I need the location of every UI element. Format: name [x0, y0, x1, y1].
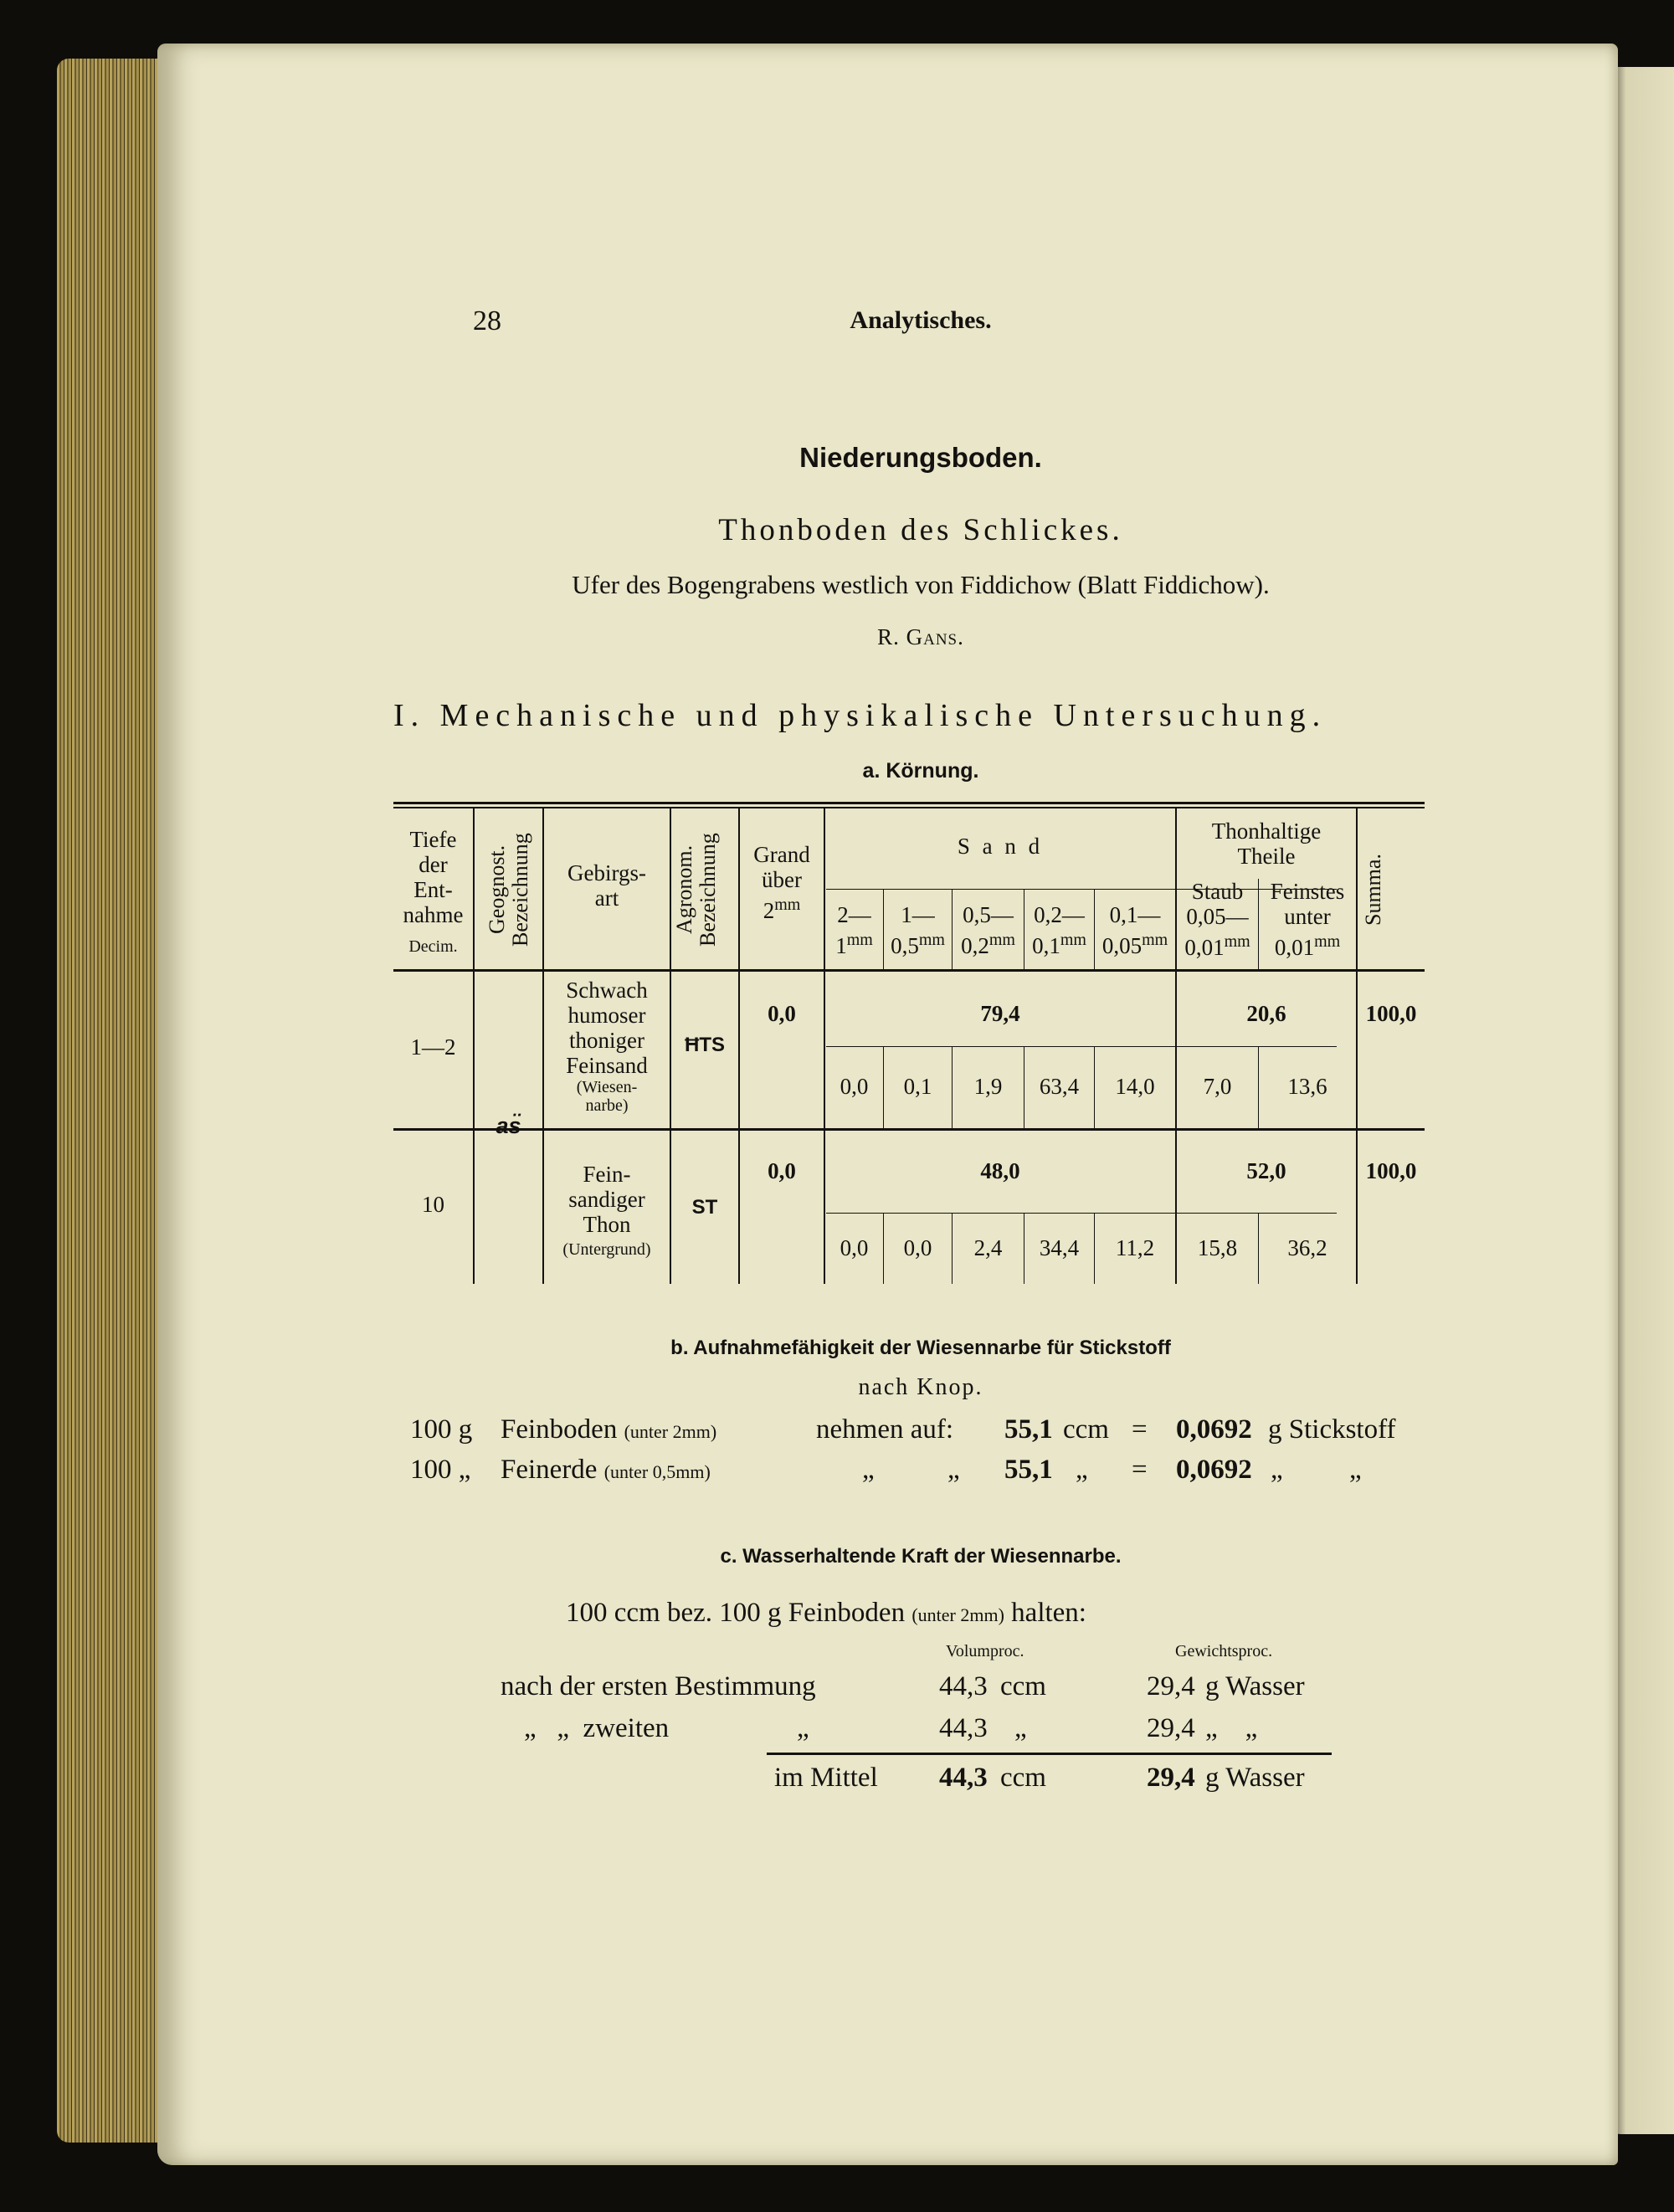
row1-thon-total: 20,6 [1246, 1001, 1286, 1026]
header-feinstes: Feinstes unter $0,01^{mm}$ [1270, 879, 1345, 960]
sum-rule [767, 1753, 1332, 1755]
row2-mid-rule [826, 1213, 1337, 1214]
row2-detail: 0,0 [840, 1235, 869, 1260]
water-row-1-vol: 44,3 [939, 1671, 988, 1701]
water-row-2-vol-unit: „ [1014, 1713, 1027, 1743]
nitrogen-line-1-mass: 0,0692 [1176, 1414, 1252, 1445]
row1-detail: 0,0 [840, 1074, 869, 1099]
nitrogen-line-2: 100 „ [410, 1455, 471, 1485]
row1-gebirgsart: Schwach humoser thoniger Feinsand (Wiesen- narbe) [566, 978, 648, 1115]
heading-knop: nach Knop. [858, 1374, 983, 1400]
water-row-2-gew: 29,4 [1147, 1713, 1195, 1743]
nitrogen-line-1-result: g Stickstoff [1268, 1414, 1396, 1445]
col-volumproc: Volumproc. [946, 1642, 1024, 1660]
ditto-mark: „ [862, 1455, 875, 1485]
header-geognost: Geognost. Bezeichnung [485, 833, 532, 947]
header-gebirgsart: Gebirgs- art [567, 860, 646, 911]
row2-detail: 34,4 [1039, 1235, 1080, 1260]
row2-thon-total: 52,0 [1246, 1158, 1286, 1183]
header-bottom-rule [393, 969, 1425, 972]
water-row-2-gew-unit: „ „ [1205, 1713, 1258, 1743]
nitrogen-line-1-eq: = [1132, 1414, 1148, 1445]
row1-detail: 0,1 [903, 1074, 932, 1099]
header-sand-2-1: 2— $1^{mm}$ [835, 902, 873, 958]
nitrogen-line-1-verb: nehmen auf: [816, 1414, 954, 1445]
row2-grand: 0,0 [768, 1158, 796, 1183]
heading-aufnahme: b. Aufnahmefähigkeit der Wiesennarbe für Stickstoff [670, 1337, 1171, 1359]
nitrogen-line-1-unit: ccm [1063, 1414, 1109, 1445]
water-mean-vol: 44,3 [939, 1763, 988, 1793]
water-mean-gew: 29,4 [1147, 1763, 1195, 1793]
row2-detail: 15,8 [1197, 1235, 1238, 1260]
table-top-rule [393, 802, 1425, 804]
koernung-table [393, 802, 1425, 1283]
ditto-mark: „ [947, 1455, 960, 1485]
col-gewichtsproc: Gewichtsproc. [1175, 1642, 1273, 1660]
water-row-1-label: nach der ersten Bestimmung [501, 1671, 816, 1701]
row2-detail: 0,0 [903, 1235, 932, 1260]
row1-detail: 7,0 [1203, 1074, 1232, 1099]
table-top-rule-2 [393, 807, 1425, 808]
water-mean-label: im Mittel [774, 1763, 878, 1793]
water-mean-gew-unit: g Wasser [1205, 1763, 1305, 1793]
ditto-mark: „ [1349, 1455, 1362, 1485]
heading-koernung: a. Körnung. [862, 759, 979, 783]
geognost-value: as̈ [496, 1113, 521, 1138]
water-row-2-label: „ „ zweiten [524, 1713, 670, 1743]
row1-tiefe: 1—2 [410, 1034, 456, 1060]
nitrogen-line-1-label: Feinboden (unter 2mm) [501, 1414, 717, 1445]
header-sand-05-02: 0,5— $0,2^{mm}$ [961, 902, 1015, 958]
row2-agronom: ST [691, 1196, 718, 1219]
row1-agronom: ĦTS [685, 1034, 725, 1056]
nitrogen-line-1: 100 g [410, 1414, 473, 1445]
water-row-1-gew: 29,4 [1147, 1671, 1195, 1701]
location-line: Ufer des Bogengrabens westlich von Fiddichow (Blatt Fiddichow). [572, 570, 1270, 599]
row2-sand-total: 48,0 [980, 1158, 1020, 1183]
row-divider-rule [393, 1128, 1425, 1131]
row2-tiefe: 10 [422, 1192, 444, 1217]
water-mean-vol-unit: ccm [1000, 1763, 1046, 1793]
row1-detail: 14,0 [1115, 1074, 1155, 1099]
row2-detail: 11,2 [1115, 1235, 1155, 1260]
row1-detail: 1,9 [973, 1074, 1003, 1099]
ditto-mark: „ [1271, 1455, 1283, 1485]
row1-sand-total: 79,4 [980, 1001, 1020, 1026]
header-sand: S a n d [957, 834, 1044, 859]
nitrogen-line-2-mass: 0,0692 [1176, 1455, 1252, 1485]
row1-detail: 63,4 [1039, 1074, 1080, 1099]
header-staub: Staub 0,05— $0,01^{mm}$ [1184, 879, 1250, 960]
row2-summa: 100,0 [1365, 1158, 1417, 1183]
section-title: Niederungsboden. [799, 442, 1042, 473]
header-sand-02-01: 0,2— $0,1^{mm}$ [1032, 902, 1086, 958]
water-row-2-vol: 44,3 [939, 1713, 988, 1743]
row2-detail: 2,4 [973, 1235, 1003, 1260]
row2-detail: 36,2 [1287, 1235, 1327, 1260]
running-head: Analytisches. [850, 306, 992, 334]
page-number: 28 [473, 305, 501, 336]
row1-mid-rule [826, 1046, 1337, 1047]
header-sand-1-05: 1— $0,5^{mm}$ [891, 902, 945, 958]
ditto-mark: „ [1076, 1455, 1088, 1485]
header-tiefe: Tiefe der Ent- nahme Decim. [403, 827, 464, 956]
row2-gebirgsart: Fein- sandiger Thon (Untergrund) [562, 1162, 651, 1259]
nitrogen-line-2-eq: = [1132, 1455, 1148, 1485]
row1-grand: 0,0 [768, 1001, 796, 1026]
header-summa: Summa. [1361, 854, 1385, 926]
heading-wasserhaltend: c. Wasserhaltende Kraft der Wiesennarbe. [720, 1545, 1122, 1568]
row1-detail: 13,6 [1287, 1074, 1327, 1099]
header-sand-01-005: 0,1— $0,05^{mm}$ [1101, 902, 1168, 958]
part-title: I. Mechanische und physikalische Untersuchung. [393, 698, 1327, 733]
header-grand: Grand über $2^{mm}$ [753, 842, 810, 923]
header-agronom: Agronom. Bezeichnung [672, 833, 720, 947]
ditto-mark: „ [797, 1713, 809, 1743]
header-thonhaltige: Thonhaltige Theile [1211, 819, 1322, 869]
author: R. Gans. [877, 624, 964, 649]
nitrogen-line-2-label: Feinerde (unter 0,5mm) [501, 1455, 711, 1485]
water-row-1-gew-unit: g Wasser [1205, 1671, 1305, 1701]
water-row-1-vol-unit: ccm [1000, 1671, 1046, 1701]
subtitle: Thonboden des Schlickes. [718, 513, 1123, 547]
row1-summa: 100,0 [1365, 1001, 1417, 1026]
nitrogen-line-2-vol: 55,1 [1004, 1455, 1053, 1485]
nitrogen-line-1-vol: 55,1 [1004, 1414, 1053, 1445]
water-intro: 100 ccm bez. 100 g Feinboden (unter 2mm) halten: [566, 1598, 1086, 1628]
